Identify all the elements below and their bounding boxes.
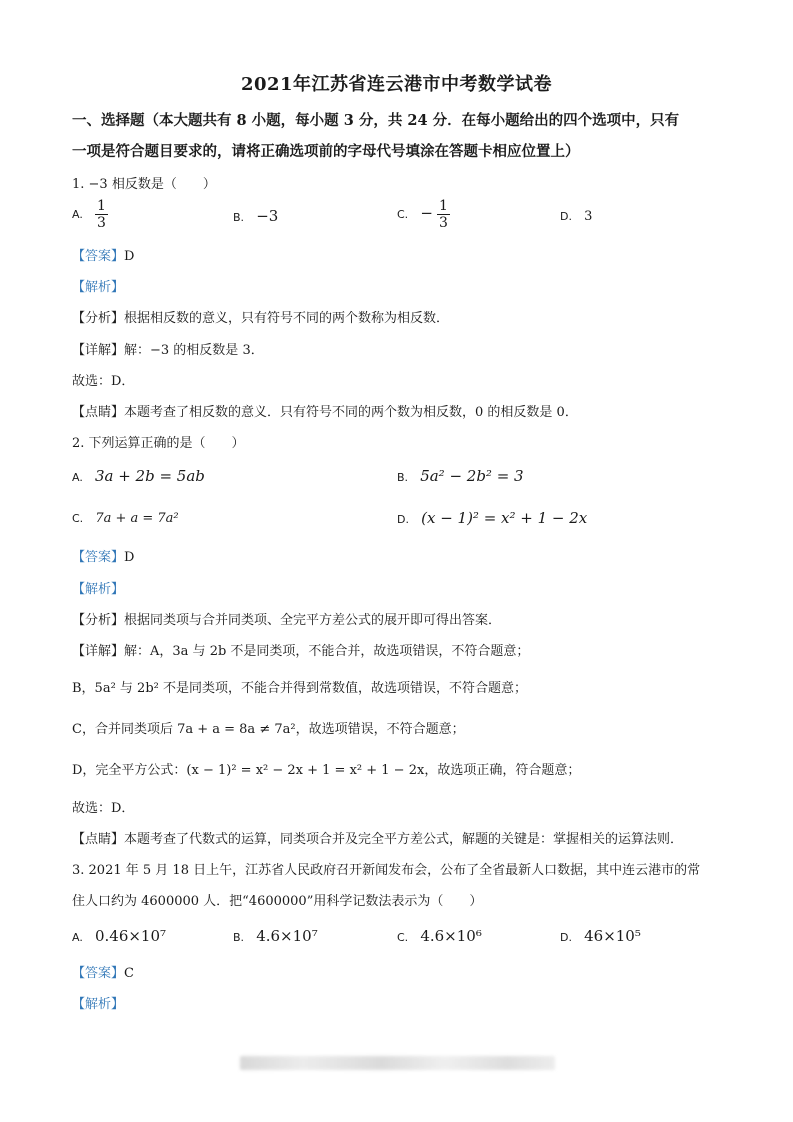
- section-heading-line2: 一项是符合题目要求的，请将正确选项前的字母代号填涂在答题卡相应位置上）: [72, 143, 580, 160]
- comment-tag: 【点睛】: [72, 832, 125, 847]
- q3-option-b-label: B.: [233, 931, 245, 944]
- q1-option-c: [397, 198, 450, 231]
- q3-option-a: [72, 927, 166, 945]
- answer-tag: 【答案】: [72, 550, 125, 565]
- q2-answer: D: [124, 550, 135, 565]
- answer-tag: 【答案】: [72, 249, 125, 264]
- q1-detail-row: [72, 339, 264, 358]
- q2-detail-d: D，完全平方公式：(x − 1)² = x² − 2x + 1 = x² + 1 − 2x，故选项正确，符合题意；: [72, 763, 581, 778]
- q1-answer-row: [72, 245, 134, 264]
- q2-option-d-text: (x − 1)² = x² + 1 − 2x: [421, 509, 588, 527]
- q1-option-a: [72, 198, 108, 231]
- q1-choose: 故选：D．: [72, 374, 135, 389]
- q3-option-b: [233, 927, 318, 945]
- blurred-footer-watermark: [240, 1056, 555, 1070]
- q1-option-c-fraction: [437, 198, 450, 231]
- q2-analysis-row: [72, 578, 124, 597]
- q3-option-c-text: 4.6×10⁶: [420, 927, 482, 945]
- comment-tag: 【点睛】: [72, 405, 125, 420]
- q2-option-c-text: 7a + a = 7a²: [95, 511, 179, 526]
- q1-option-c-label: C.: [397, 208, 409, 221]
- q2-fenxi: 根据同类项与合并同类项、全完平方差公式的展开即可得出答案．: [124, 613, 502, 628]
- q1-option-a-fraction: [95, 198, 108, 231]
- q3-option-d: [560, 927, 641, 945]
- q2-detail-a: 解：A，3a 与 2b 不是同类项，不能合并，故选项错误，不符合题意；: [124, 644, 530, 659]
- q1-answer: D: [124, 249, 135, 264]
- fenxi-tag: 【分析】: [72, 613, 125, 628]
- q1-fenxi-row: [72, 307, 449, 326]
- q2-option-c-label: C.: [72, 512, 84, 525]
- q1-fenxi: 根据相反数的意义，只有符号不同的两个数称为相反数．: [124, 311, 450, 326]
- detail-tag: 【详解】: [72, 343, 125, 358]
- q3-answer: C: [124, 966, 134, 981]
- q2-comment: 本题考查了代数式的运算，同类项合并及完全平方差公式，解题的关键是：掌握相关的运算法则．: [124, 832, 684, 847]
- q3-option-a-text: 0.46×10⁷: [94, 927, 167, 945]
- q3-option-c: [397, 927, 482, 945]
- q2-answer-row: [72, 546, 134, 565]
- detail-tag: 【详解】: [72, 644, 125, 659]
- q3-option-a-label: A.: [72, 931, 83, 944]
- q1-option-d: [560, 209, 592, 224]
- q1-option-b-label: B.: [233, 211, 245, 224]
- q3-stem-line1: 3. 2021 年 5 月 18 日上午，江苏省人民政府召开新闻发布会，公布了全省最新人口数据，其中连云港市的常: [72, 863, 701, 878]
- q1-stem: 1. −3 相反数是（ ）: [72, 177, 216, 192]
- q2-option-a-label: A.: [72, 471, 83, 484]
- analysis-tag: 【解析】: [72, 582, 125, 597]
- q1-option-c-sign: −: [420, 204, 433, 222]
- analysis-tag: 【解析】: [72, 280, 125, 295]
- q3-answer-row: [72, 962, 134, 981]
- q1-option-c-denominator: 3: [439, 215, 448, 231]
- q3-option-d-text: 46×10⁵: [584, 927, 641, 945]
- answer-tag: 【答案】: [72, 966, 125, 981]
- q1-option-b-text: −3: [256, 207, 279, 225]
- q2-stem: 2. 下列运算正确的是（ ）: [72, 436, 245, 451]
- q2-option-b-label: B.: [397, 471, 409, 484]
- q1-comment: 本题考查了相反数的意义．只有符号不同的两个数为相反数，0 的相反数是 0．: [124, 405, 578, 420]
- fenxi-tag: 【分析】: [72, 311, 125, 326]
- q1-option-a-denominator: 3: [96, 215, 106, 231]
- q3-option-d-label: D.: [560, 931, 572, 944]
- q2-comment-row: [72, 828, 683, 847]
- q2-fenxi-row: [72, 609, 501, 628]
- q2-choose: 故选：D．: [72, 801, 135, 816]
- q2-option-b-text: 5a² − 2b² = 3: [420, 467, 524, 485]
- q2-detail-c: C，合并同类项后 7a + a = 8a ≠ 7a²，故选项错误，不符合题意；: [72, 722, 465, 737]
- q1-option-b: [233, 207, 278, 225]
- q1-option-d-text: 3: [584, 209, 593, 224]
- q3-option-b-text: 4.6×10⁷: [256, 927, 318, 945]
- q2-option-b: [397, 467, 524, 485]
- q1-comment-row: [72, 401, 578, 420]
- q2-option-d-label: D.: [397, 513, 409, 526]
- q3-stem-line2: 住人口约为 4600000 人．把“4600000”用科学记数法表示为（ ）: [72, 894, 483, 909]
- q1-option-a-label: A.: [72, 208, 83, 221]
- q2-option-c: [72, 511, 179, 526]
- q2-detail-row: [72, 640, 529, 659]
- q2-option-d: [397, 509, 587, 527]
- section-heading-line1: 一、选择题（本大题共有 8 小题，每小题 3 分，共 24 分．在每小题给出的四个选项中，只有: [72, 112, 680, 129]
- q3-analysis-row: [72, 993, 124, 1012]
- page-title: 2021年江苏省连云港市中考数学试卷: [240, 74, 553, 95]
- analysis-tag: 【解析】: [72, 997, 125, 1012]
- q1-option-c-numerator: 1: [439, 198, 448, 214]
- q3-option-c-label: C.: [397, 931, 409, 944]
- q2-detail-b: B，5a² 与 2b² 不是同类项，不能合并得到常数值，故选项错误，不符合题意；: [72, 681, 527, 696]
- q2-option-a-text: 3a + 2b = 5ab: [94, 467, 205, 485]
- q1-analysis-row: [72, 276, 124, 295]
- q1-option-a-numerator: 1: [96, 198, 106, 214]
- q1-option-d-label: D.: [560, 210, 572, 223]
- q1-detail: 解：−3 的相反数是 3．: [124, 343, 264, 358]
- q2-option-a: [72, 467, 205, 485]
